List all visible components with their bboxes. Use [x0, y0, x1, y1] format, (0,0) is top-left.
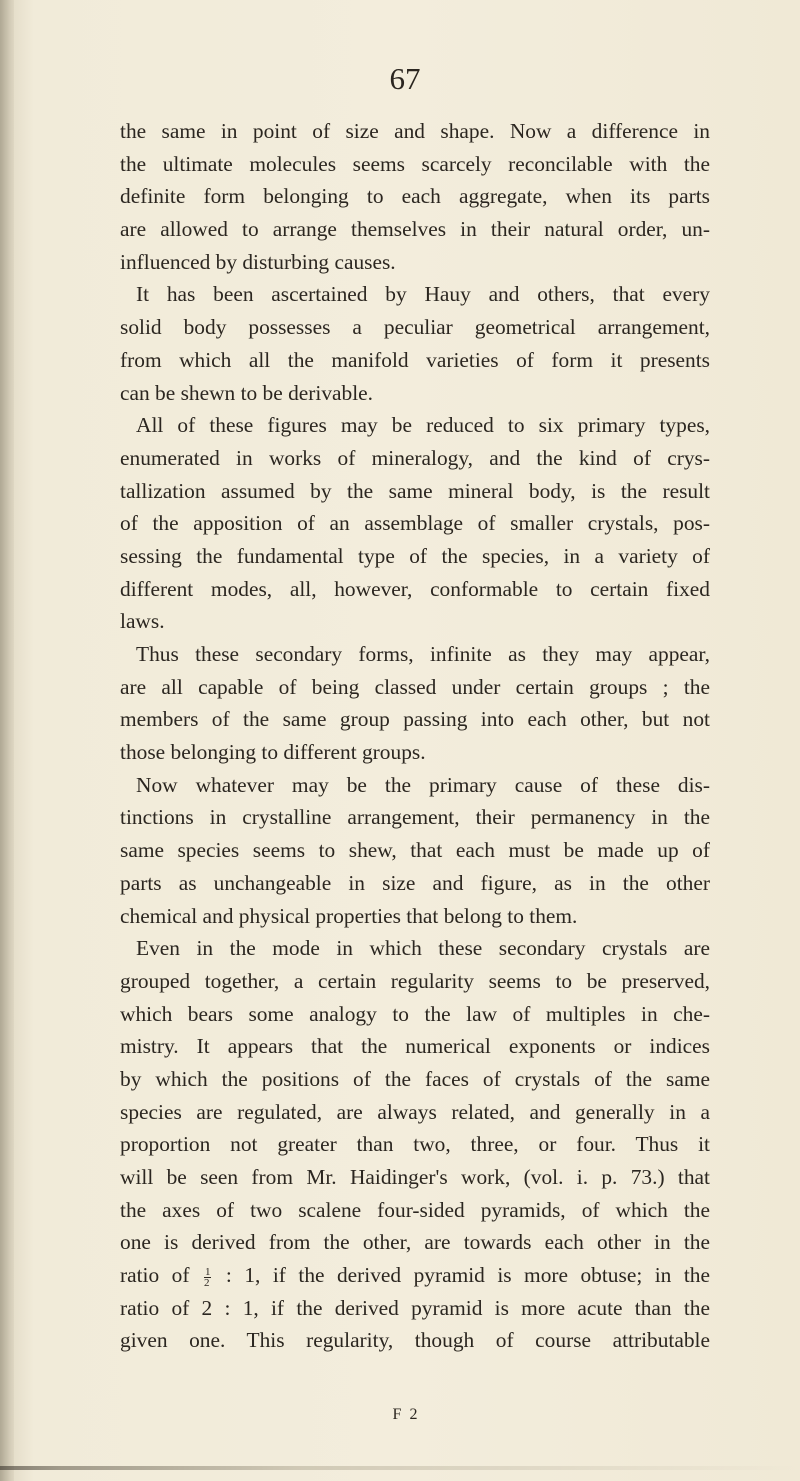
text-line-with-fraction: [120, 1259, 710, 1292]
text-line: those belonging to different groups.: [120, 740, 426, 765]
page-number: 67: [389, 61, 421, 96]
text-line: It has been ascertained by Hauy and others, that every: [136, 282, 710, 307]
fraction: [204, 1267, 212, 1288]
text-line: the same in point of size and shape. Now a difference in: [120, 119, 710, 143]
text-line: chemical and physical properties that belong to them.: [120, 903, 578, 928]
text-line: Thus these secondary forms, infinite as they may appear,: [136, 642, 710, 666]
text-fragment: ratio of: [120, 1263, 190, 1288]
text-line: can be shewn to be derivable.: [120, 380, 374, 405]
text-line: Now whatever may be the primary cause of these dis-: [136, 772, 710, 797]
text-line: which bears some analogy to the law of multiples in che-: [120, 1001, 710, 1026]
text-line: from which all the manifold varieties of form it presents: [120, 347, 710, 372]
text-line: grouped together, a certain regularity seems to be preserved,: [120, 968, 710, 993]
text-line: given one. This regularity, though of course attributable: [120, 1328, 710, 1353]
text-line: different modes, all, however, conformable to certain fixed: [120, 576, 710, 601]
text-line: solid body possesses a peculiar geometrical arrangement,: [120, 315, 710, 340]
text-line: of the apposition of an assemblage of smaller crystals, pos-: [120, 511, 710, 536]
text-line: definite form belonging to each aggregate, when its parts: [120, 184, 710, 209]
text-line: are allowed to arrange themselves in their natural order, un-: [120, 217, 710, 242]
text-line: one is derived from the other, are towards each other in the: [120, 1230, 710, 1255]
text-line: by which the positions of the faces of crystals of the same: [120, 1066, 710, 1091]
text-line: sessing the fundamental type of the species, in a variety of: [120, 543, 710, 568]
text-line: species are regulated, are always related, and generally in a: [120, 1099, 710, 1124]
text-line: tallization assumed by the same mineral body, is the result: [120, 478, 710, 503]
text-line: members of the same group passing into each other, but not: [120, 707, 710, 732]
text-line: tinctions in crystalline arrangement, their permanency in the: [120, 805, 710, 830]
text-line: the ultimate molecules seems scarcely reconcilable with the: [120, 151, 710, 176]
text-line: influenced by disturbing causes.: [120, 249, 396, 274]
signature-mark: F 2: [392, 1406, 420, 1423]
page-edge-shadow: [0, 1466, 800, 1470]
text-line: proportion not greater than two, three, or four. Thus it: [120, 1132, 710, 1157]
body-text: [120, 115, 710, 1357]
text-fragment: : 1, if the derived pyramid is more obtuse; in the: [225, 1263, 710, 1288]
text-line: Even in the mode in which these secondary crystals are: [136, 936, 710, 961]
text-line: are all capable of being classed under certain groups ; the: [120, 674, 710, 699]
fraction-denominator: 2: [203, 1276, 210, 1289]
text-line: ratio of 2 : 1, if the derived pyramid is more acute than the: [120, 1295, 710, 1320]
text-line: will be seen from Mr. Haidinger's work, (vol. i. p. 73.) that: [120, 1165, 710, 1189]
text-line: All of these figures may be reduced to six primary types,: [136, 413, 710, 438]
text-line: the axes of two scalene four-sided pyramids, of which the: [120, 1197, 710, 1222]
text-line: mistry. It appears that the numerical exponents or indices: [120, 1034, 710, 1059]
text-line: same species seems to shew, that each must be made up of: [120, 838, 710, 863]
text-line: laws.: [120, 609, 165, 634]
fraction-numerator: 1: [204, 1265, 211, 1278]
text-line: parts as unchangeable in size and figure, as in the other: [120, 870, 710, 895]
binding-gutter: [0, 0, 14, 1481]
text-line: enumerated in works of mineralogy, and the kind of crys-: [120, 445, 710, 470]
